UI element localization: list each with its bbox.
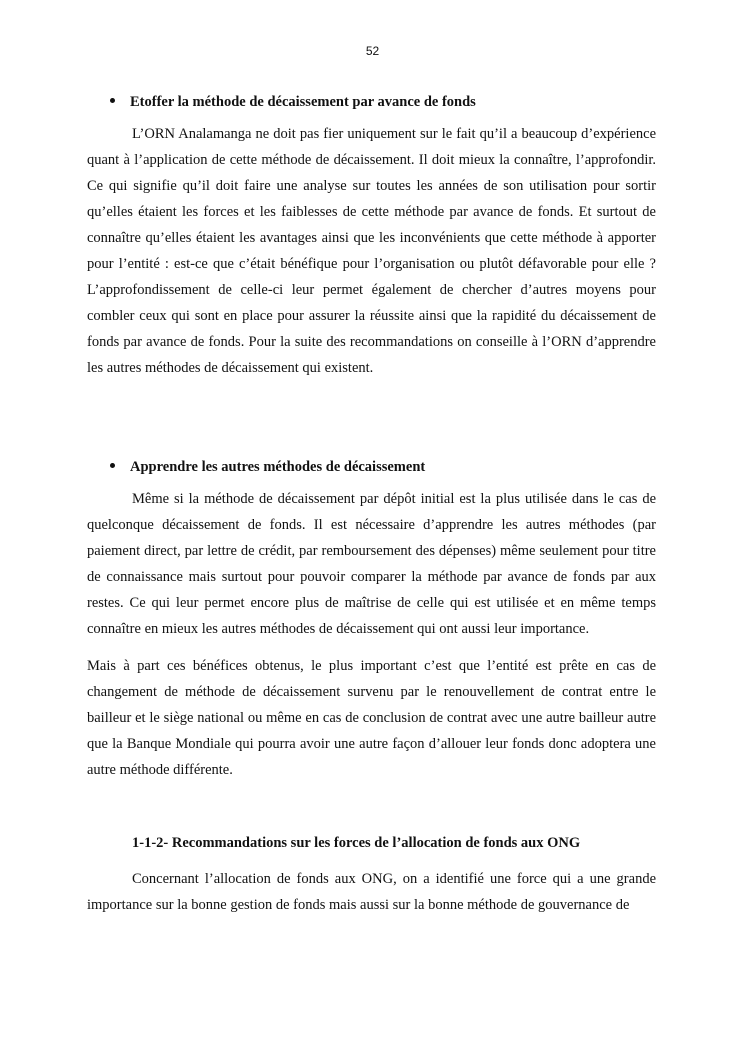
heading-text: Apprendre les autres méthodes de décaissement (130, 459, 426, 475)
bullet-icon (110, 463, 115, 468)
paragraph-apprendre-1: Même si la méthode de décaissement par dépôt initial est la plus utilisée dans le cas de quelconque décaissement de fonds. Il est nécessaire d’apprendre les autres méthodes (par paiement direct, par lettre de crédit, par remboursement des dépenses) même seulement pour titre de connaissance mais surtout pour pouvoir comparer la méthode par avance de fonds par aux restes. Ce qui leur permet encore plus de maîtrise de celle qui est utilisée et en même temps connaître en mieux les autres méthodes de décaissement qui ont aussi leur importance. (87, 491, 656, 637)
section-heading-recommandations: 1-1-2- Recommandations sur les forces de l’allocation de fonds aux ONG (132, 835, 581, 851)
bullet-heading-etoffer (110, 92, 476, 112)
paragraph-etoffer: L’ORN Analamanga ne doit pas fier uniquement sur le fait qu’il a beaucoup d’expérience quant à l’application de cette méthode de décaissement. Il doit mieux la connaître, l’approfondir. Ce qui signifie qu’il doit faire une analyse sur toutes les années de son utilisation pour sortir qu’elles étaient les forces et les faiblesses de cette méthode par avance de fonds. Et surtout de connaître qu’elles étaient les avantages ainsi que les inconvénients que cette méthode à apporter pour l’entité : est-ce que c’était bénéfique pour l’organisation ou plutôt défavorable pour elle ? L’approfondissement de celle-ci leur permet également de chercher d’autres moyens pour combler ceux qui sont en place pour assurer la réussite ainsi que la rapidité du décaissement de fonds par avance de fonds. Pour la suite des recommandations on conseille à l’ORN d’apprendre les autres méthodes de décaissement qui existent. (87, 126, 656, 376)
paragraph-recommandations: Concernant l’allocation de fonds aux ONG, on a identifié une force qui a une grande importance sur la bonne gestion de fonds mais aussi sur la bonne méthode de gouvernance de (87, 871, 656, 913)
heading-text: Etoffer la méthode de décaissement par avance de fonds (130, 94, 476, 110)
page-number: 52 (365, 44, 380, 58)
bullet-icon (110, 98, 115, 103)
bullet-heading-apprendre (110, 457, 425, 477)
paragraph-apprendre-2: Mais à part ces bénéfices obtenus, le plus important c’est que l’entité est prête en cas de changement de méthode de décaissement survenu par le renouvellement de contrat entre le bailleur et le siège national ou même en cas de conclusion de contrat avec une autre bailleur autre que la Banque Mondiale qui pourra avoir une autre façon d’allouer leur fonds donc adoptera une autre méthode différente. (87, 658, 656, 778)
